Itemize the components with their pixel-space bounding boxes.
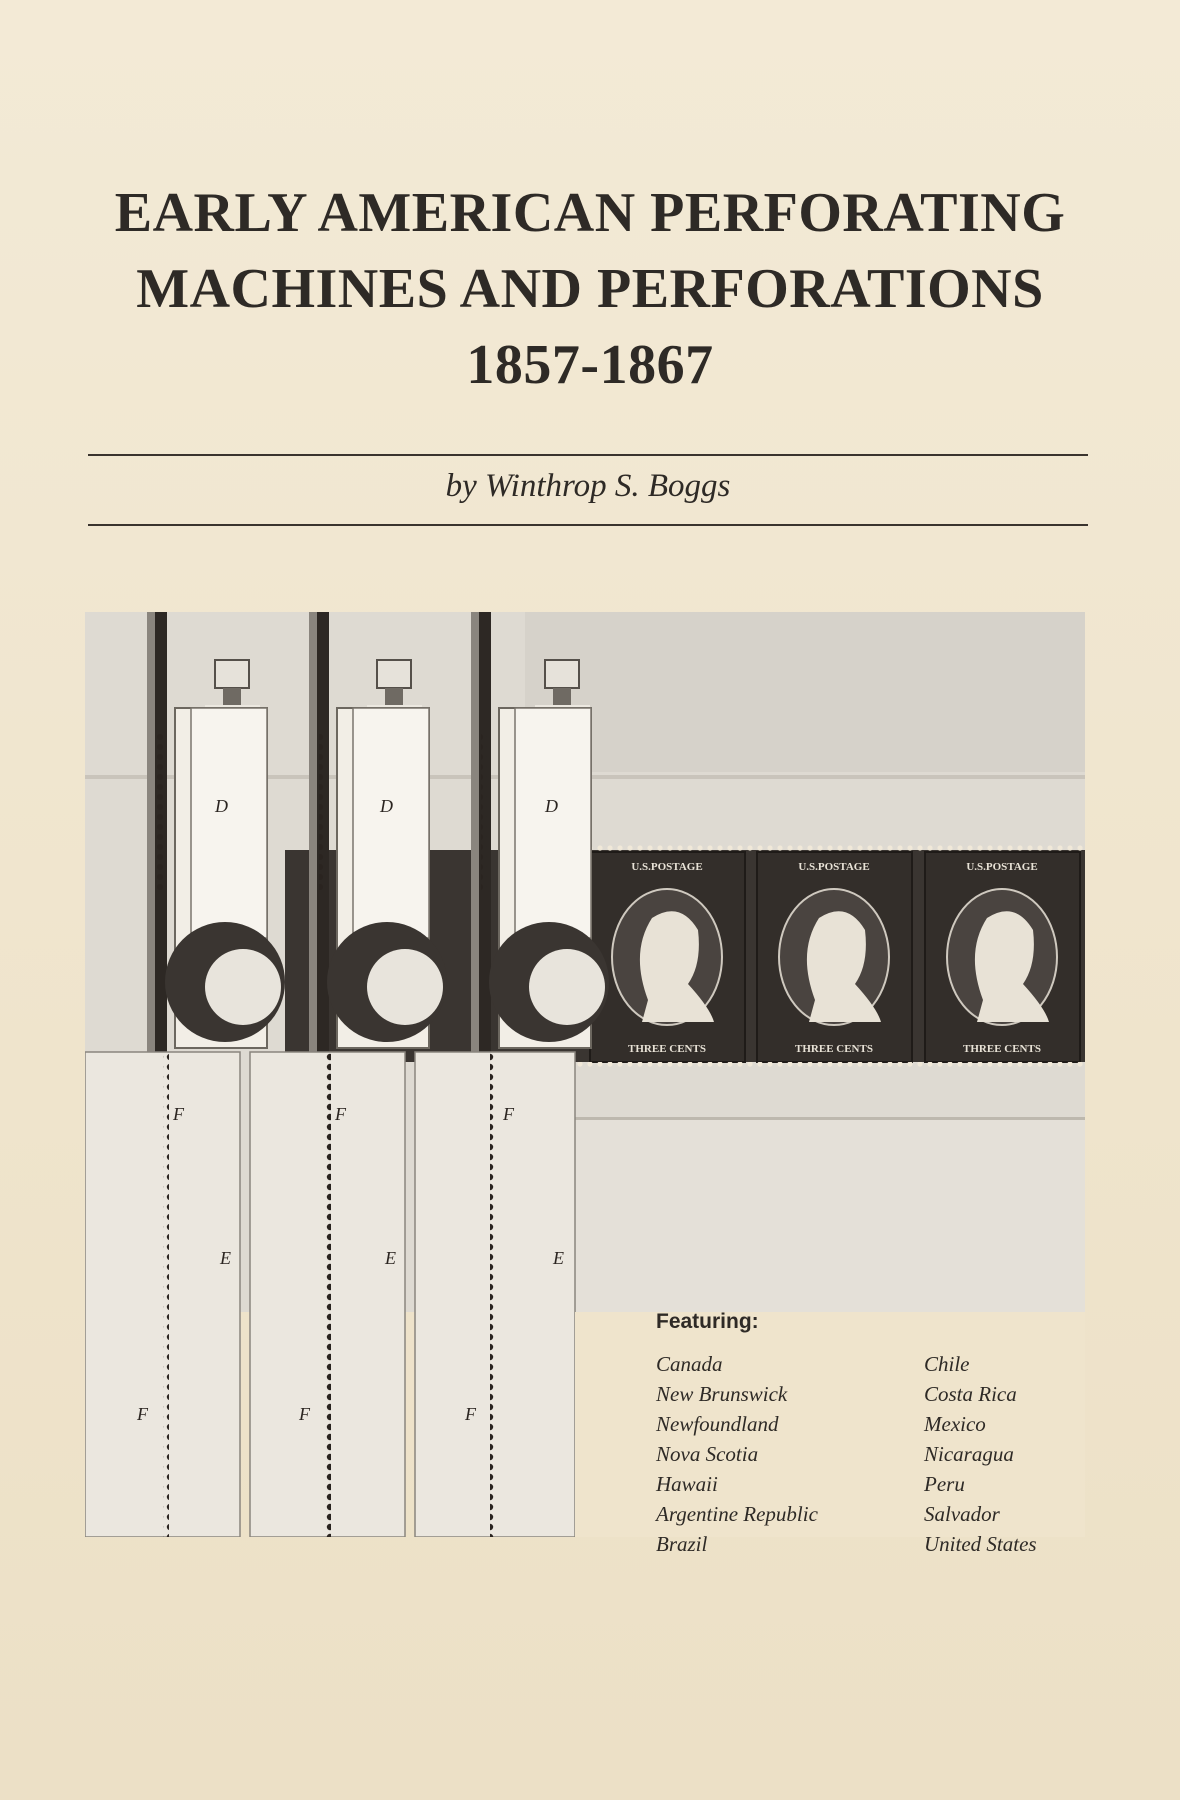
stamp-top-label: U.S.POSTAGE <box>798 861 870 873</box>
country-item: Costa Rica <box>924 1382 1017 1406</box>
book-title <box>70 175 1110 403</box>
featuring-heading: Featuring: <box>656 1310 759 1333</box>
perforation-strip-3 <box>415 1052 575 1537</box>
country-item: Brazil <box>656 1532 708 1556</box>
strip-label-f-1: F <box>173 1104 184 1124</box>
country-item: Nova Scotia <box>656 1442 759 1466</box>
stamp-top-label: U.S.POSTAGE <box>966 861 1038 873</box>
stamp-3 <box>925 852 1080 1062</box>
country-item: Canada <box>656 1352 723 1376</box>
country-item: Argentine Republic <box>656 1502 818 1526</box>
strip-label-e-2: E <box>385 1248 396 1268</box>
block-label-d-3: D <box>545 796 558 816</box>
stamp-bottom-label: THREE CENTS <box>795 1043 873 1055</box>
country-item: Nicaragua <box>924 1442 1014 1466</box>
stamp-2 <box>757 852 912 1062</box>
stamp-bottom-label: THREE CENTS <box>628 1043 706 1055</box>
author-byline: by Winthrop S. Boggs <box>445 468 731 504</box>
block-label-d-1: D <box>215 796 228 816</box>
country-item: New Brunswick <box>656 1382 788 1406</box>
perforation-strip-1 <box>85 1052 240 1537</box>
country-item: Mexico <box>924 1412 986 1436</box>
title-years: 1857-1867 <box>466 334 714 396</box>
strip-label-f-2: F <box>335 1104 346 1124</box>
strip-label-f-4: F <box>137 1404 148 1424</box>
divider-top <box>88 454 1088 456</box>
featured-countries-left <box>656 1349 818 1559</box>
stamp-1 <box>590 852 745 1062</box>
perforation-strip-2 <box>250 1052 405 1537</box>
country-item: Newfoundland <box>656 1412 779 1436</box>
country-item: Salvador <box>924 1502 1000 1526</box>
country-item: Peru <box>924 1472 965 1496</box>
strip-label-f-6: F <box>465 1404 476 1424</box>
strip-label-e-3: E <box>553 1248 564 1268</box>
featured-countries-right <box>924 1349 1037 1559</box>
country-item: Hawaii <box>656 1472 718 1496</box>
stamp-top-label: U.S.POSTAGE <box>631 861 703 873</box>
strip-label-e-1: E <box>220 1248 231 1268</box>
strip-label-f-3: F <box>503 1104 514 1124</box>
strip-label-f-5: F <box>299 1404 310 1424</box>
country-item: Chile <box>924 1352 970 1376</box>
stamp-bottom-label: THREE CENTS <box>963 1043 1041 1055</box>
block-label-d-2: D <box>380 796 393 816</box>
country-item: United States <box>924 1532 1037 1556</box>
title-line-2: MACHINES AND PERFORATIONS <box>136 258 1044 320</box>
title-line-1: EARLY AMERICAN PERFORATING <box>114 182 1066 244</box>
divider-bottom <box>88 524 1088 526</box>
